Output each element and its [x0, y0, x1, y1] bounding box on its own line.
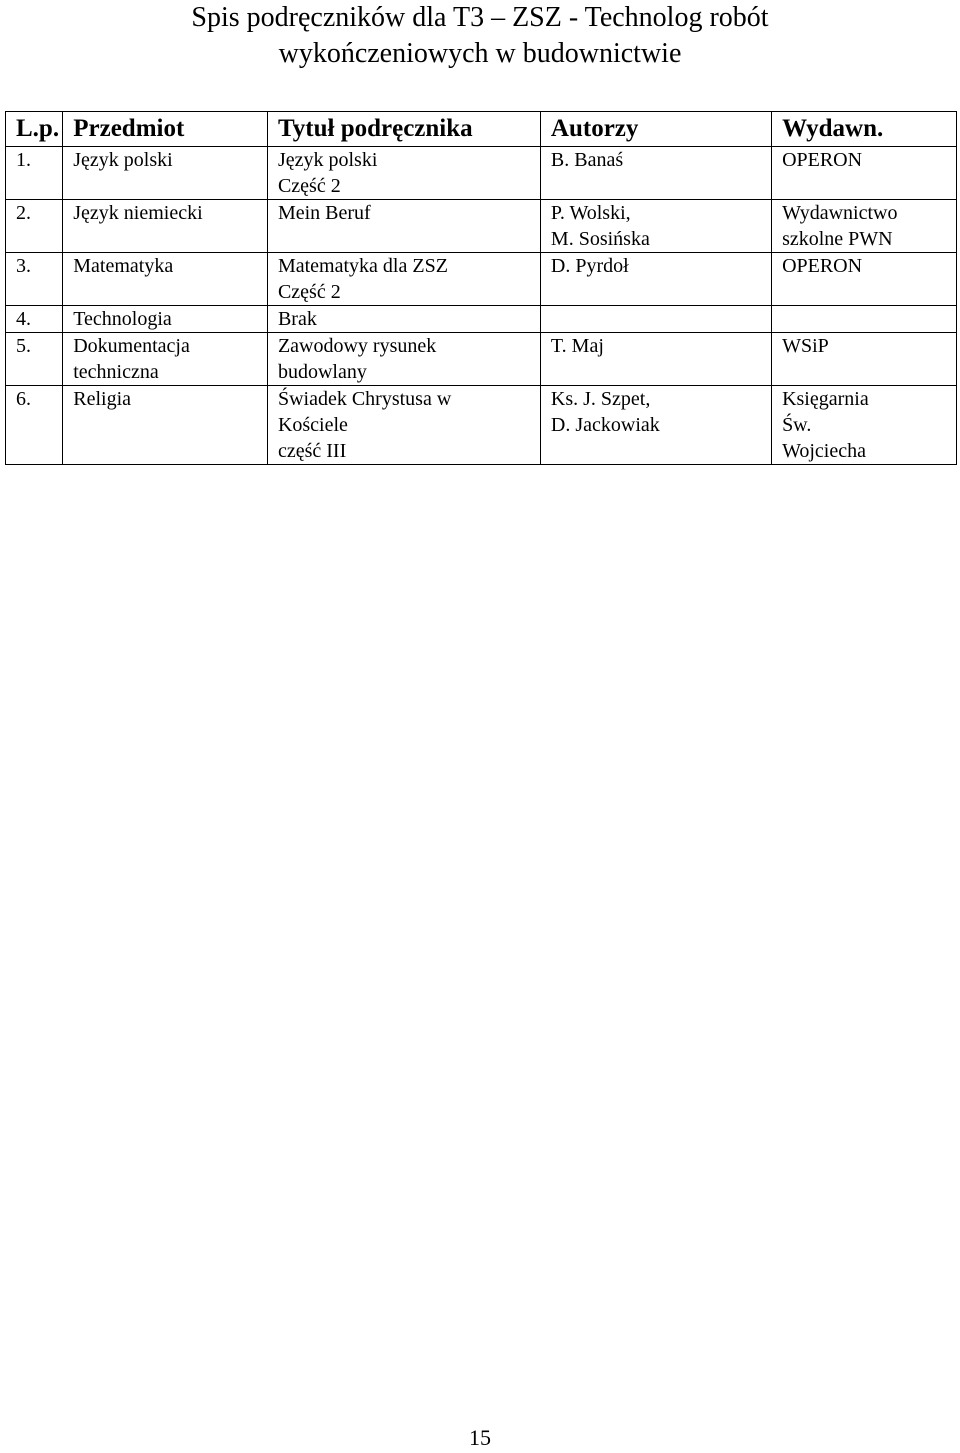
cell-publisher-line: Wydawnictwo [782, 202, 898, 224]
document-title [0, 0, 960, 72]
cell-title [267, 306, 540, 333]
table-row [6, 306, 957, 333]
cell-publisher-line: OPERON [782, 149, 863, 171]
cell-authors [540, 306, 771, 333]
cell-title-line: Język polski [277, 149, 378, 171]
cell-title-line: Świadek Chrystusa w [277, 388, 452, 410]
cell-subject [63, 333, 268, 386]
table-header-row [6, 112, 957, 147]
cell-publisher [772, 386, 957, 465]
cell-lp: 6. [6, 386, 63, 465]
cell-title-line: Zawodowy rysunek [277, 335, 437, 357]
cell-publisher [772, 306, 957, 333]
cell-authors-line: D. Jackowiak [550, 414, 660, 436]
cell-publisher [772, 147, 957, 200]
cell-publisher-line: Księgarnia [782, 388, 869, 410]
header-authors: Autorzy [540, 112, 771, 147]
cell-subject [63, 253, 268, 306]
cell-title [267, 333, 540, 386]
header-subject: Przedmiot [63, 112, 268, 147]
cell-authors-line: T. Maj [550, 335, 604, 357]
cell-subject [63, 306, 268, 333]
cell-authors [540, 333, 771, 386]
cell-publisher-line: szkolne PWN [782, 228, 893, 250]
cell-title [267, 386, 540, 465]
cell-title [267, 200, 540, 253]
cell-publisher [772, 253, 957, 306]
cell-title [267, 253, 540, 306]
cell-subject [63, 147, 268, 200]
table-row [6, 200, 957, 253]
cell-title-line: Część 2 [277, 175, 341, 197]
cell-subject [63, 200, 268, 253]
cell-authors [540, 200, 771, 253]
cell-subject-line: Technologia [73, 308, 172, 330]
table-row [6, 147, 957, 200]
cell-authors-line: M. Sosińska [550, 228, 650, 250]
cell-authors-line: P. Wolski, [550, 202, 631, 224]
cell-publisher [772, 333, 957, 386]
table-body [6, 147, 957, 465]
cell-subject [63, 386, 268, 465]
cell-subject-line: Język niemiecki [73, 202, 203, 224]
cell-authors [540, 147, 771, 200]
cell-subject-line: Dokumentacja [73, 335, 190, 357]
page-number: 15 [469, 1425, 491, 1450]
cell-subject-line: Matematyka [73, 255, 174, 277]
cell-authors-line: D. Pyrdoł [550, 255, 629, 277]
header-lp: L.p. [6, 112, 63, 147]
cell-title [267, 147, 540, 200]
cell-subject-line: Religia [73, 388, 131, 410]
cell-subject-line: techniczna [73, 361, 159, 383]
cell-publisher-line: Św. [782, 414, 812, 436]
cell-authors-line: B. Banaś [550, 149, 624, 171]
title-line-2: wykończeniowych w budownictwie [278, 38, 682, 69]
table-row [6, 386, 957, 465]
table-row [6, 333, 957, 386]
cell-title-line: Matematyka dla ZSZ [277, 255, 448, 277]
header-publisher: Wydawn. [772, 112, 957, 147]
cell-lp: 3. [6, 253, 63, 306]
cell-title-line: budowlany [277, 361, 367, 383]
cell-lp: 1. [6, 147, 63, 200]
cell-publisher-line: WSiP [782, 335, 829, 357]
cell-title-line: Kościele [277, 414, 348, 436]
cell-publisher-line: Wojciecha [782, 440, 866, 462]
cell-authors [540, 386, 771, 465]
cell-title-line: Mein Beruf [277, 202, 371, 224]
cell-title-line: Część 2 [277, 281, 341, 303]
textbook-table [5, 111, 957, 465]
cell-publisher-line: OPERON [782, 255, 863, 277]
table-row [6, 253, 957, 306]
title-line-1: Spis podręczników dla T3 – ZSZ - Technolog robót [191, 2, 769, 33]
header-title: Tytuł podręcznika [267, 112, 540, 147]
cell-title-line: Brak [277, 308, 317, 330]
cell-lp: 2. [6, 200, 63, 253]
cell-title-line: część III [277, 440, 347, 462]
cell-authors [540, 253, 771, 306]
cell-authors-line: Ks. J. Szpet, [550, 388, 651, 410]
cell-subject-line: Język polski [73, 149, 173, 171]
cell-publisher [772, 200, 957, 253]
cell-lp: 5. [6, 333, 63, 386]
cell-lp: 4. [6, 306, 63, 333]
